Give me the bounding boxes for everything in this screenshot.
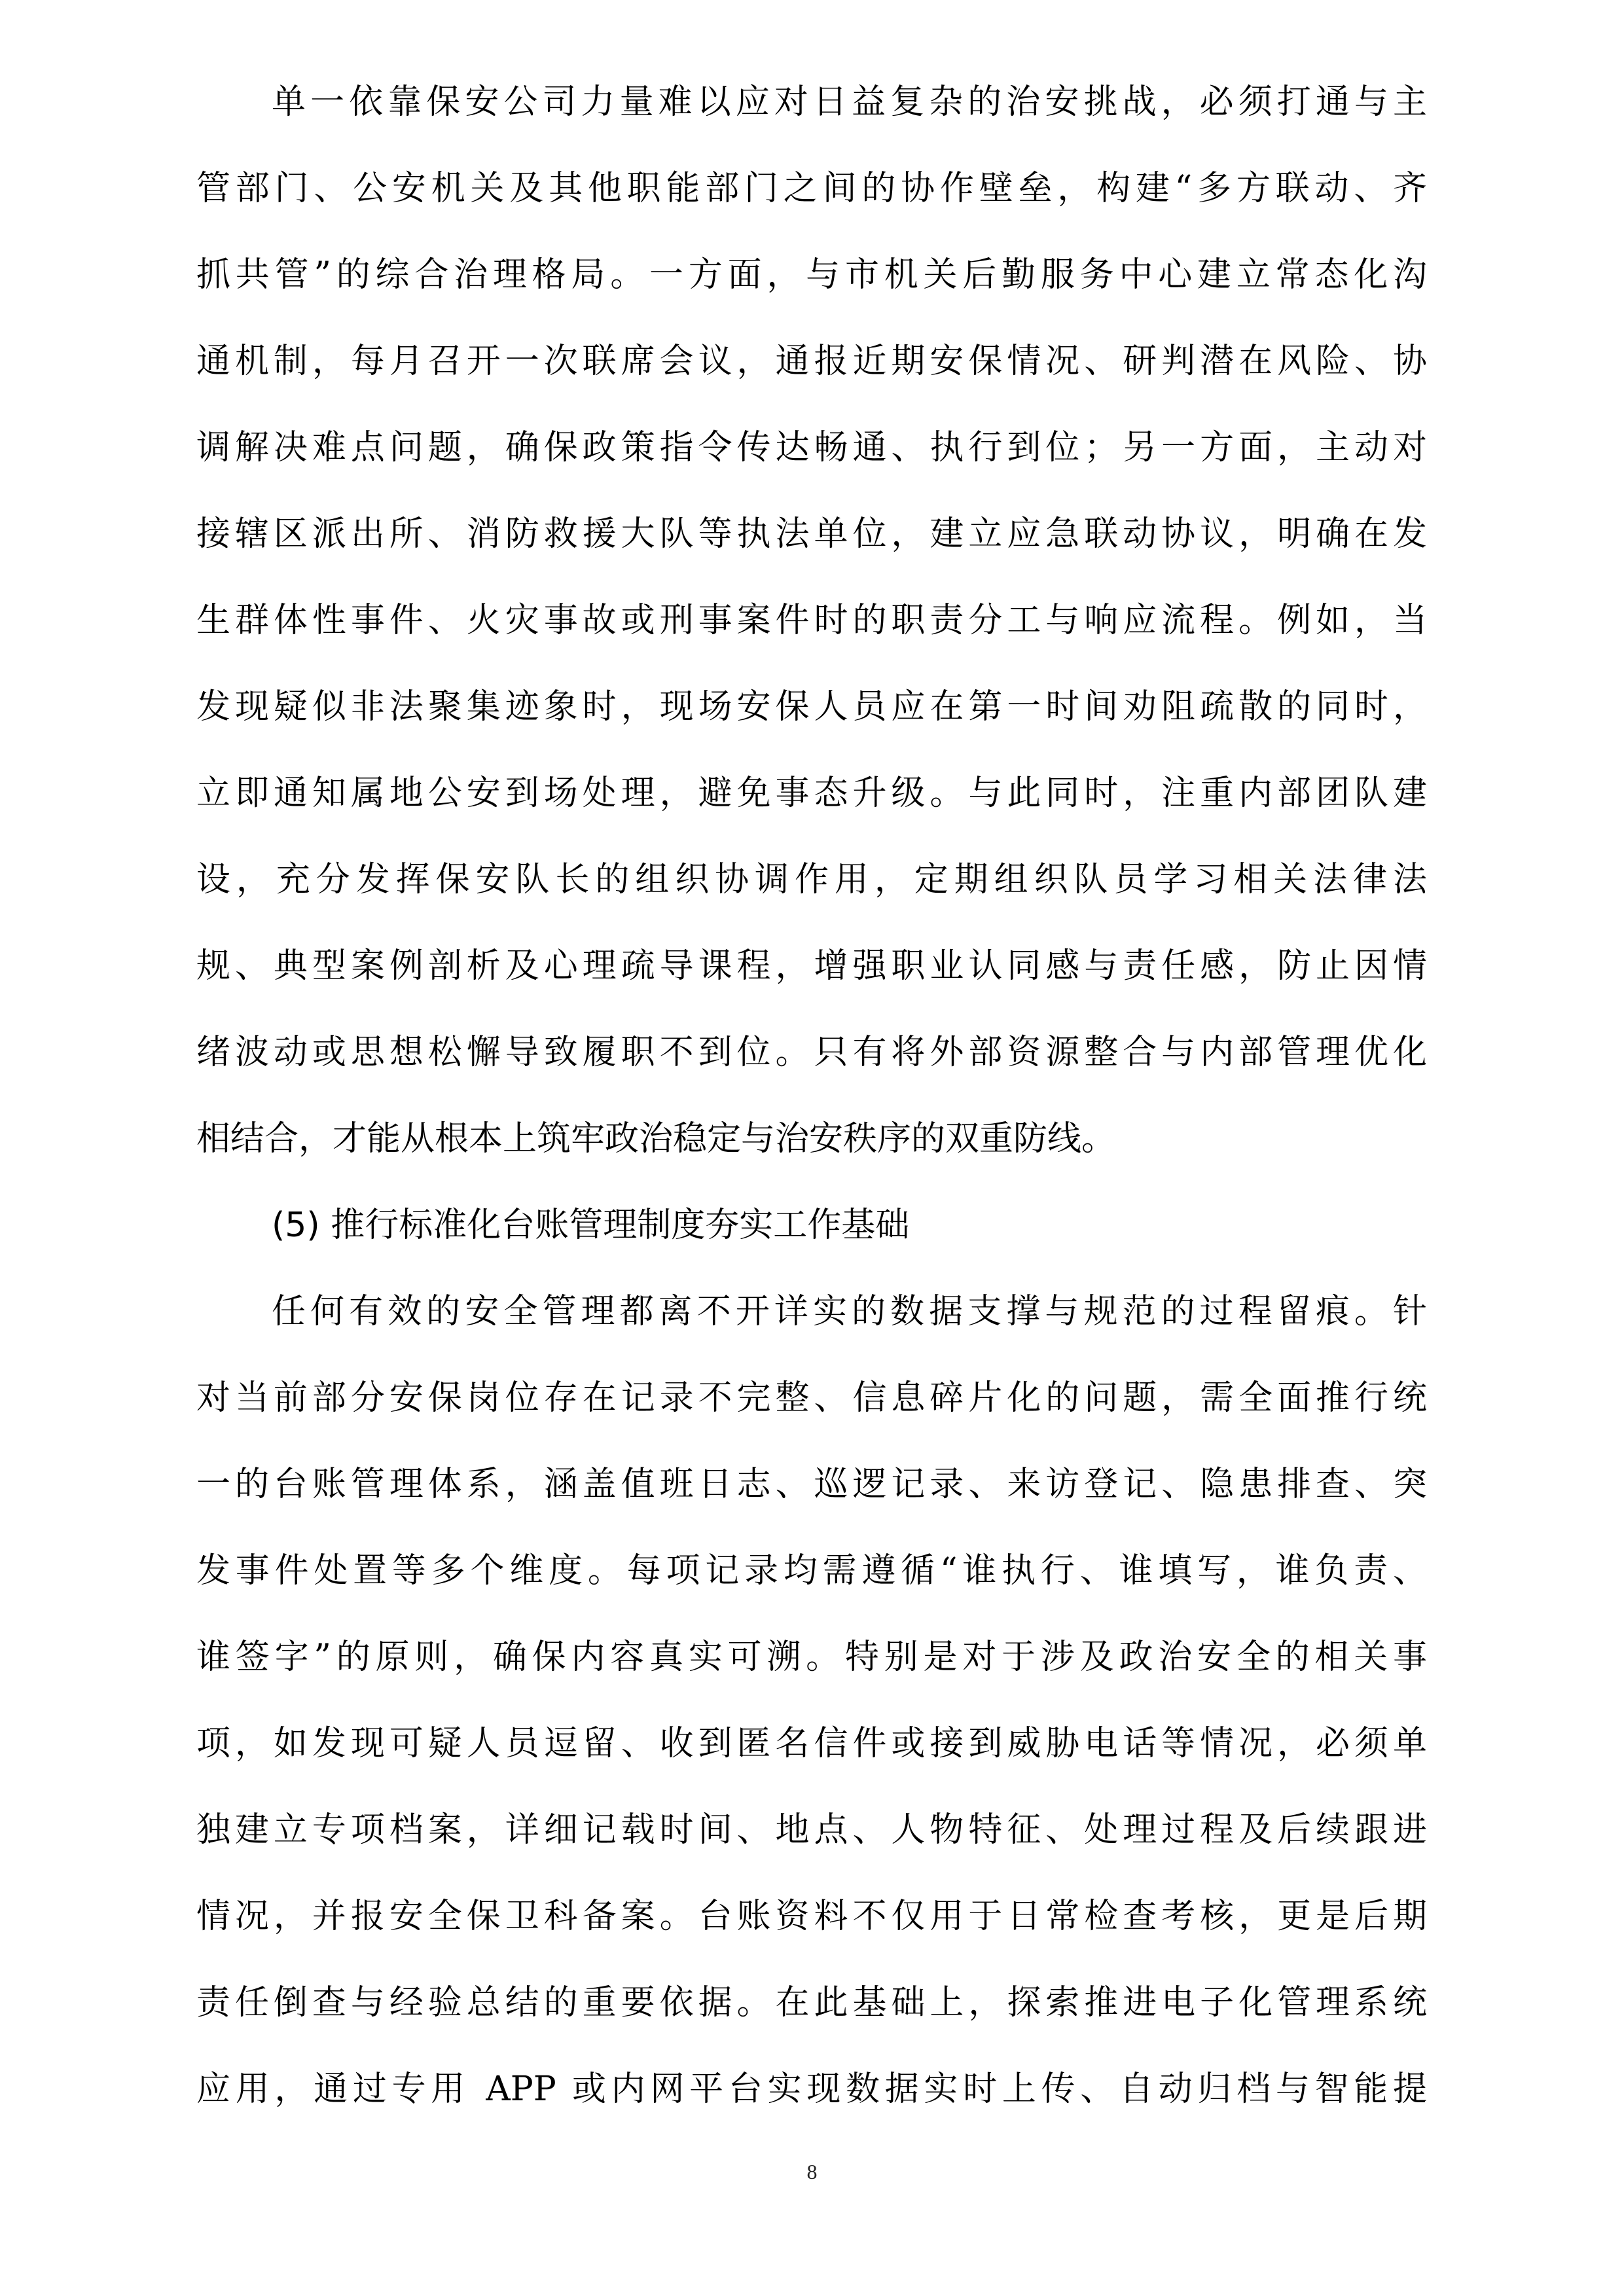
paragraph-1-line-11: 规、典型案例剖析及心理疏导课程，增强职业认同感与责任感，防止因情: [196, 946, 1427, 986]
paragraph-1-line-9: 立即通知属地公安到场处理，避免事态升级。与此同时，注重内部团队建: [196, 774, 1427, 813]
paragraph-2-line-8: 情况，并报安全保卫科备案。台账资料不仅用于日常检查考核，更是后期: [196, 1897, 1427, 1936]
paragraph-1-line-10: 设，充分发挥保安队长的组织协调作用，定期组织队员学习相关法律法: [196, 860, 1427, 899]
paragraph-2-line-4: 发事件处置等多个维度。每项记录均需遵循“谁执行、谁填写，谁负责、: [196, 1551, 1427, 1590]
paragraph-2-line-9: 责任倒查与经验总结的重要依据。在此基础上，探索推进电子化管理系统: [196, 1983, 1427, 2022]
paragraph-1-line-5: 调解决难点问题，确保政策指令传达畅通、执行到位；另一方面，主动对: [196, 428, 1427, 467]
paragraph-1-line-8: 发现疑似非法聚集迹象时，现场安保人员应在第一时间劝阻疏散的同时，: [196, 687, 1427, 726]
paragraph-1-line-1: 单一依靠保安公司力量难以应对日益复杂的治安挑战，必须打通与主: [272, 82, 1427, 122]
section-heading: (5) 推行标准化台账管理制度夯实工作基础: [272, 1206, 910, 1245]
paragraph-1-line-12: 绪波动或思想松懈导致履职不到位。只有将外部资源整合与内部管理优化: [196, 1033, 1427, 1072]
paragraph-1-line-13: 相结合，才能从根本上筑牢政治稳定与治安秩序的双重防线。: [196, 1119, 1116, 1158]
paragraph-2-line-7: 独建立专项档案，详细记载时间、地点、人物特征、处理过程及后续跟进: [196, 1810, 1427, 1850]
page-number: 8: [806, 2160, 818, 2183]
paragraph-2-line-1: 任何有效的安全管理都离不开详实的数据支撑与规范的过程留痕。针: [272, 1292, 1427, 1331]
paragraph-1-line-3: 抓共管”的综合治理格局。一方面，与市机关后勤服务中心建立常态化沟: [196, 255, 1427, 295]
paragraph-2-line-3: 一的台账管理体系，涵盖值班日志、巡逻记录、来访登记、隐患排查、突: [196, 1465, 1427, 1504]
paragraph-2-line-5: 谁签字”的原则，确保内容真实可溯。特别是对于涉及政治安全的相关事: [196, 1638, 1427, 1677]
paragraph-2-line-6: 项，如发现可疑人员逗留、收到匿名信件或接到威胁电话等情况，必须单: [196, 1724, 1427, 1763]
paragraph-1-line-6: 接辖区派出所、消防救援大队等执法单位，建立应急联动协议，明确在发: [196, 514, 1427, 554]
paragraph-1-line-2: 管部门、公安机关及其他职能部门之间的协作壁垒，构建“多方联动、齐: [196, 169, 1427, 208]
paragraph-2-line-2: 对当前部分安保岗位存在记录不完整、信息碎片化的问题，需全面推行统: [196, 1378, 1427, 1418]
paragraph-2-line-10: 应用，通过专用 APP 或内网平台实现数据实时上传、自动归档与智能提: [196, 2070, 1427, 2109]
paragraph-1-line-7: 生群体性事件、火灾事故或刑事案件时的职责分工与响应流程。例如，当: [196, 601, 1427, 640]
paragraph-1-line-4: 通机制，每月召开一次联席会议，通报近期安保情况、研判潜在风险、协: [196, 342, 1427, 381]
